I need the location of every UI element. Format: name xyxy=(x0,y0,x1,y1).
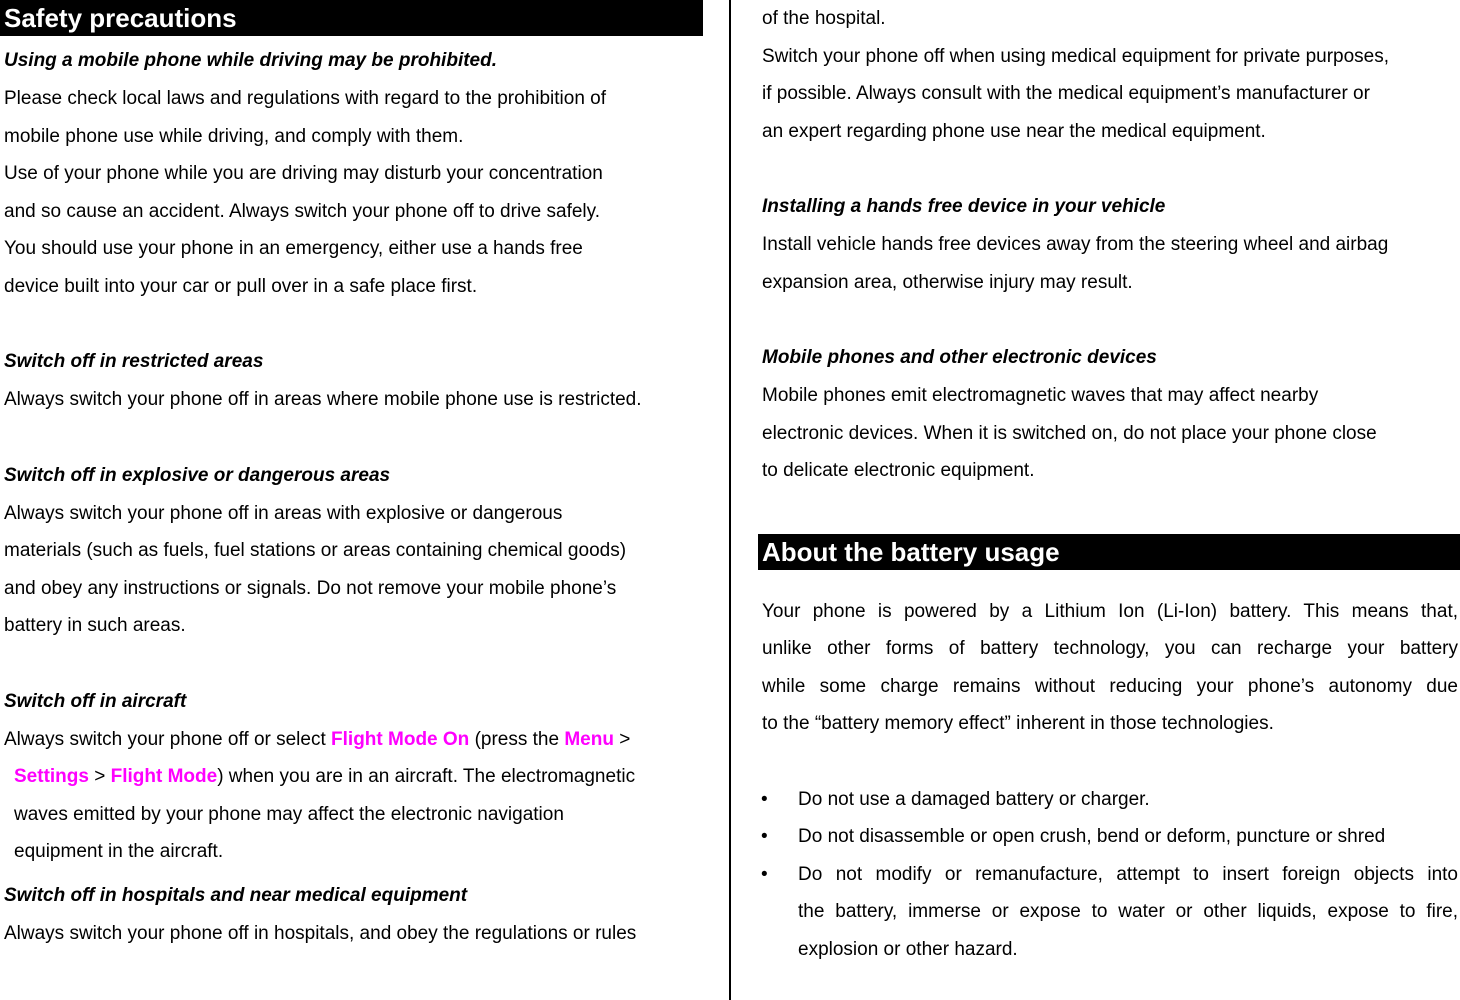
body-line: battery in such areas. xyxy=(4,615,186,636)
body-line: Do not modify or remanufacture, attempt to insert foreign objects into xyxy=(798,863,1458,885)
body-line: and obey any instructions or signals. Do not remove your mobile phone’s xyxy=(4,577,617,599)
body-line: an expert regarding phone use near the medical equipment. xyxy=(762,120,1266,142)
body-line: mobile phone use while driving, and comply with them. xyxy=(4,125,464,147)
body-line: Always switch your phone off in areas with explosive or dangerous xyxy=(4,502,563,524)
section-heading: Switch off in explosive or dangerous areas xyxy=(4,464,391,486)
text-run: Always switch your phone off or select xyxy=(4,728,332,750)
body-line: waves emitted by your phone may affect the electronic navigation xyxy=(14,803,564,825)
list-item xyxy=(758,781,1458,819)
battery-paragraph xyxy=(758,593,1458,743)
text-run: (press the xyxy=(469,728,565,750)
body-line: if possible. Always consult with the medical equipment’s manufacturer or xyxy=(762,83,1370,104)
body-line: expansion area, otherwise injury may result. xyxy=(762,271,1133,293)
section-heading: Switch off in restricted areas xyxy=(4,351,264,372)
flight-mode-label: Flight Mode xyxy=(110,766,218,787)
body-line: unlike other forms of battery technology, you can recharge your battery xyxy=(762,638,1458,659)
battery-warnings-list xyxy=(758,781,1458,969)
body-line xyxy=(0,758,706,796)
body-line: Do not disassemble or open crush, bend or deform, puncture or shred xyxy=(798,826,1386,847)
electronic-section xyxy=(758,339,1458,490)
body-line: Use of your phone while you are driving may disturb your concentration xyxy=(4,163,603,184)
text-run: ) when you are in an aircraft. The electromagnetic xyxy=(217,766,636,787)
body-line: electronic devices. When it is switched on, do not place your phone close xyxy=(762,422,1377,444)
section-banner-safety: Safety precautions xyxy=(0,0,703,36)
driving-section xyxy=(0,42,706,305)
section-heading: Using a mobile phone while driving may be prohibited. xyxy=(4,50,497,71)
body-line: Always switch your phone off in hospitals, and obey the regulations or rules xyxy=(4,922,637,944)
body-line: equipment in the aircraft. xyxy=(14,841,224,862)
body-line: Please check local laws and regulations with regard to the prohibition of xyxy=(4,88,607,109)
body-line: Install vehicle hands free devices away from the steering wheel and airbag xyxy=(762,234,1389,255)
section-banner-battery: About the battery usage xyxy=(758,534,1460,570)
body-line: device built into your car or pull over in a safe place first. xyxy=(4,275,478,297)
body-line: You should use your phone in an emergency, either use a hands free xyxy=(4,238,583,259)
body-line: the battery, immerse or expose to water or other liquids, expose to fire, xyxy=(798,901,1458,922)
body-line: Switch your phone off when using medical equipment for private purposes, xyxy=(762,45,1390,67)
left-column xyxy=(0,0,706,952)
menu-label: Menu xyxy=(564,728,614,750)
right-column xyxy=(758,0,1458,968)
restricted-section xyxy=(0,343,706,419)
aircraft-section xyxy=(0,683,706,871)
body-line: Mobile phones emit electromagnetic waves that may affect nearby xyxy=(762,385,1319,406)
section-heading: Switch off in hospitals and near medical equipment xyxy=(4,884,468,906)
body-line xyxy=(0,721,706,759)
body-line: of the hospital. xyxy=(762,8,886,29)
body-line: while some charge remains without reducing your phone’s autonomy due xyxy=(762,675,1458,697)
bullet-icon: • xyxy=(761,788,768,810)
bullet-icon: • xyxy=(761,826,768,847)
section-heading: Switch off in aircraft xyxy=(4,690,187,712)
body-line: to delicate electronic equipment. xyxy=(762,460,1035,481)
explosive-section xyxy=(0,457,706,645)
body-line: to the “battery memory effect” inherent in those technologies. xyxy=(762,713,1274,734)
list-item xyxy=(758,818,1458,856)
settings-label: Settings xyxy=(14,766,89,787)
column-divider xyxy=(729,0,731,1000)
section-heading: Mobile phones and other electronic devices xyxy=(762,347,1157,368)
bullet-icon: • xyxy=(761,863,768,885)
body-line: Do not use a damaged battery or charger. xyxy=(798,788,1150,810)
flight-mode-on-label: Flight Mode On xyxy=(331,728,470,750)
text-run: > xyxy=(88,766,111,787)
body-line: Your phone is powered by a Lithium Ion (Li-Ion) battery. This means that, xyxy=(762,600,1458,622)
handsfree-section xyxy=(758,188,1458,301)
hospital-continued xyxy=(758,0,1458,150)
section-heading: Installing a hands free device in your vehicle xyxy=(762,196,1166,217)
body-line: Always switch your phone off in areas where mobile phone use is restricted. xyxy=(4,389,642,410)
body-line: and so cause an accident. Always switch your phone off to drive safely. xyxy=(4,200,601,222)
hospitals-section xyxy=(0,877,706,953)
text-run: > xyxy=(613,728,631,750)
body-line: materials (such as fuels, fuel stations or areas containing chemical goods) xyxy=(4,540,627,561)
list-item xyxy=(758,856,1458,969)
body-line: explosion or other hazard. xyxy=(798,938,1018,960)
